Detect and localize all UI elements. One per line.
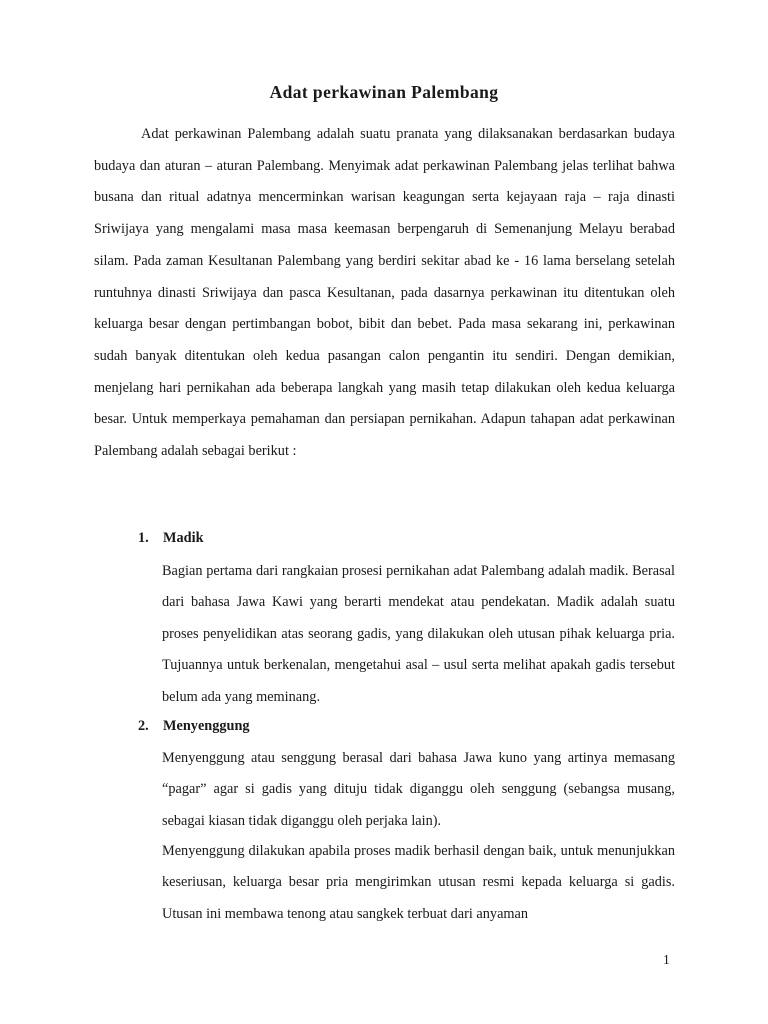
section-heading — [138, 530, 204, 547]
document-title: Adat perkawinan Palembang — [269, 82, 499, 102]
section-paragraph: Bagian pertama dari rangkaian prosesi pernikahan adat Palembang adalah madik. Berasal dari bahasa Jawa Kawi yang berarti mendekat atau pendekatan. Madik adalah suatu proses penyelidikan atas seorang gadis, yang dilakukan oleh utusan pihak keluarga pria. Tujuannya untuk berkenalan, mengetahui asal – usul serta melihat apakah gadis tersebut belum ada yang meminang. — [162, 563, 675, 705]
section-paragraph: Menyenggung atau senggung berasal dari bahasa Jawa kuno yang artinya memasang “pagar” agar si gadis yang dituju tidak diganggu oleh senggung (sebangsa musang, sebagai kiasan tidak diganggu oleh perjaka lain). — [162, 750, 675, 829]
section-paragraph: Menyenggung dilakukan apabila proses madik berhasil dengan baik, untuk menunjukkan keseriusan, keluarga besar pria mengirimkan utusan resmi kepada keluarga si gadis. Utusan ini membawa tenong atau sangkek terbuat dari anyaman — [162, 843, 675, 922]
section-heading — [138, 718, 250, 735]
section-number: 2. — [138, 718, 149, 734]
intro-paragraph — [94, 119, 675, 468]
section-title: Menyenggung — [163, 718, 250, 734]
section-number: 1. — [138, 530, 149, 546]
intro-text: Adat perkawinan Palembang adalah suatu pranata yang dilaksanakan berdasarkan budaya budaya dan aturan – aturan Palembang. Menyimak adat perkawinan Palembang jelas terlihat bahwa busana dan ritual adatnya mencerminkan warisan keagungan serta kejayaan raja – raja dinasti Sriwijaya yang mengalami masa masa keemasan berpengaruh di Semenanjung Melayu berabad silam. Pada zaman Kesultanan Palembang yang berdiri sekitar abad ke - 16 lama berselang setelah runtuhnya dinasti Sriwijaya dan pasca Kesultanan, pada dasarnya perkawinan itu ditentukan oleh keluarga besar dengan pertimbangan bobot, bibit dan bebet. Pada masa sekarang ini, perkawinan sudah banyak ditentukan oleh kedua pasangan calon pengantin itu sendiri. Dengan demikian, menjelang hari pernikahan ada beberapa langkah yang masih tetap dilakukan oleh kedua keluarga besar. Untuk memperkaya pemahaman dan persiapan pernikahan. Adapun tahapan adat perkawinan Palembang adalah sebagai berikut : — [94, 126, 675, 460]
section-title: Madik — [163, 530, 204, 546]
page-number: 1 — [663, 952, 670, 967]
